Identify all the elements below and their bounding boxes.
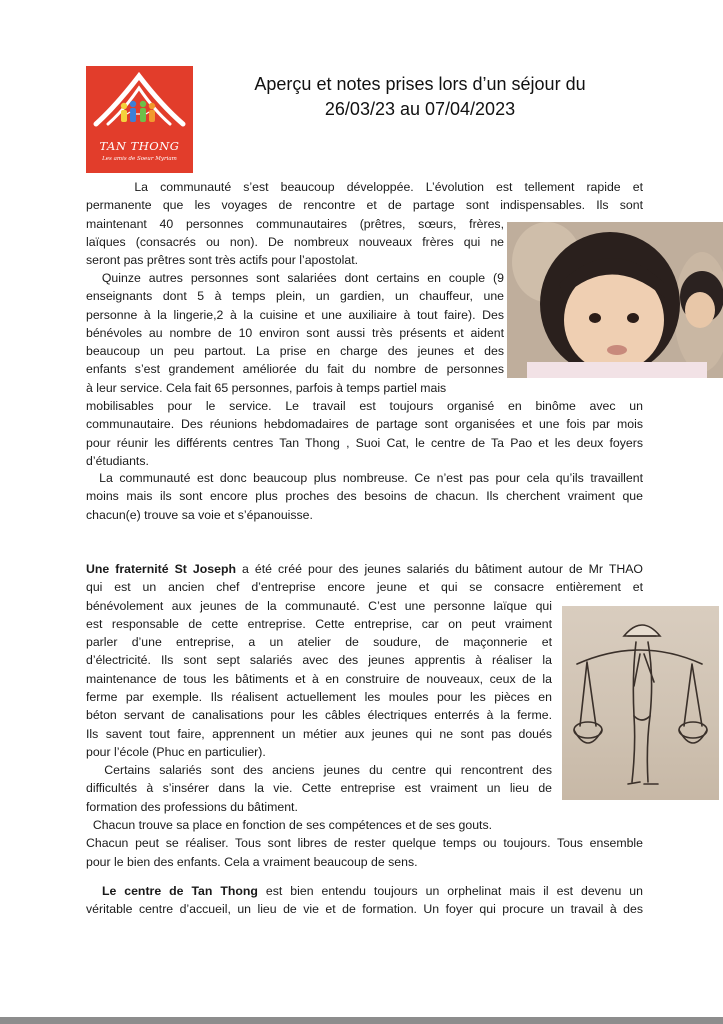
text-line: bénévoles au nombre de 10 environ sont aussi très présents et aident [86, 325, 504, 340]
text-fragment: a été créé pour des jeunes salariés du bâtiment autour de Mr THAO [235, 562, 643, 576]
text-line: communautaire. Des réunions hebdomadaires de partage sont organisées et une fois par mois [86, 417, 643, 432]
text-line: d’étudiants. [86, 453, 149, 468]
text-line: maintenant 40 personnes communautaires (prêtres, sœurs, frères, [86, 216, 504, 231]
text-line [86, 882, 643, 900]
text-line: d’électricité. Ils sont sept salariés avec des jeunes apprentis à réaliser la [86, 653, 552, 668]
text-line: Chacun trouve sa place en fonction de ses compétences et de ses gouts. [86, 818, 493, 832]
text-line: Certains salariés sont des anciens jeunes du centre qui rencontrent des [86, 763, 552, 777]
page-title [220, 72, 620, 122]
text-line: La communauté s’est beaucoup développée. L’évolution est tellement rapide et [86, 180, 643, 194]
text-line: maintenance de tous les bâtiments et à en construire de nouveaux, ceux de la [86, 671, 552, 686]
bold-heading-centre: Le centre de Tan Thong [86, 884, 258, 898]
title-line-1: Aperçu et notes prises lors d’un séjour du [254, 74, 586, 94]
paragraph-community [86, 178, 643, 269]
logo-subtitle: Les amis de Soeur Myriam [102, 156, 177, 162]
text-line: ferme par exemple. Ils réalisent actuellement les moules pour les pièces en [86, 690, 552, 705]
paragraph-community-summary [86, 469, 643, 524]
title-line-2: 26/03/23 au 07/04/2023 [324, 99, 516, 119]
text-line [86, 560, 643, 578]
logo-name: TAN THONG [99, 139, 180, 153]
text-line: est responsable de cette entreprise. Cette entreprise, car on peut vraiment [86, 616, 552, 631]
paragraph-fraternite-st-joseph [86, 560, 643, 761]
text-line: pour le bien des enfants. Cela a vraiment beaucoup de sens. [86, 854, 418, 869]
text-line: permanente que les voyages de rencontre et de partage sont indispensables. Ils sont [86, 198, 643, 213]
text-line: béton servant de canalisations pour les câbles électriques enterrés à la ferme. [86, 708, 552, 723]
paragraph-centre-tan-thong [86, 882, 643, 919]
text-line: moins mais ils sont encore plus proches des besoins de chacun. Ils cherchent vraiment que [86, 489, 643, 504]
text-line: bénévolement aux jeunes de la communauté. C’est une personne laïque qui [86, 598, 552, 613]
text-line: chacun(e) trouve sa voie et s’épanouisse. [86, 507, 313, 522]
text-line: pour réunir les différents centres Tan Thong , Suoi Cat, le centre de Ta Pao et les deux foyers [86, 435, 643, 450]
text-fragment: est bien entendu toujours un orphelinat mais il est devenu un [257, 884, 643, 898]
text-line: difficultés à s’insérer dans la vie. Cette entreprise est vraiment un lieu de [86, 781, 552, 796]
bottom-scrollbar [0, 1017, 723, 1024]
paragraph-salaries [86, 761, 643, 816]
text-line: personne à la lingerie,2 à la cuisine et une auxiliaire à tout faire). Des [86, 307, 504, 322]
text-line: La communauté est donc beaucoup plus nombreuse. Ce n’est pas pour cela qu’ils travaillent [86, 471, 643, 485]
text-line: Chacun peut se réaliser. Tous sont libres de rester quelque temps ou toujours. Tous ensemble [86, 836, 643, 851]
paragraph-chacun [86, 816, 643, 871]
text-line: mobilisables pour le service. Le travail est toujours organisé en binôme avec un [86, 399, 643, 414]
text-line: seront pas prêtres sont très actifs pour l’apostolat. [86, 253, 359, 268]
text-line: formation des professions du bâtiment. [86, 799, 298, 814]
paragraph-employees [86, 269, 643, 470]
text-line: enfants s’est grandement améliorée du fait du nombre de personnes [86, 362, 504, 377]
text-line: Ils savent tout faire, apprennent un métier aux jeunes qui ne sont pas doués [86, 726, 552, 741]
text-line: enseignants dont 5 à temps plein, un gardien, un chauffeur, une [86, 289, 504, 304]
text-line: qui est un ancien chef d’entreprise encore jeune et qui se consacre entièrement et [86, 580, 643, 595]
text-line: laïques (consacrés ou non). De nombreux nouveaux frères qui ne [86, 234, 504, 249]
text-line: beaucoup un peu partout. La prise en charge des jeunes et des [86, 344, 504, 359]
text-line: Quinze autres personnes sont salariées dont certains en couple (9 [86, 271, 504, 285]
tan-thong-logo [86, 66, 193, 173]
bold-heading-fraternite: Une fraternité St Joseph [86, 562, 236, 576]
text-line: véritable centre d’accueil, un lieu de vie et de formation. Un foyer qui procure un travail à des [86, 902, 643, 917]
text-line: parler d’une entreprise, a un atelier de soudure, de maçonnerie et [86, 635, 552, 650]
text-line: à leur service. Cela fait 65 personnes, parfois à temps partiel mais [86, 380, 447, 395]
text-line: pour l’école (Phuc en particulier). [86, 744, 266, 759]
